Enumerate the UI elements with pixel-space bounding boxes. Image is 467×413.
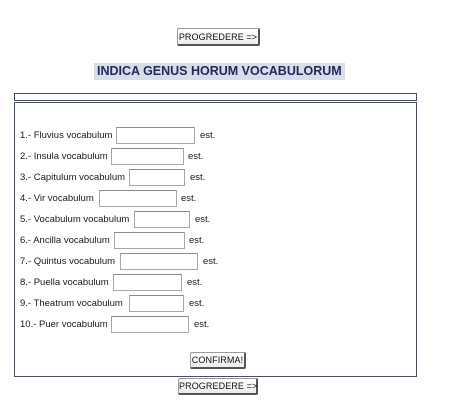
answer-field-1[interactable] (116, 127, 195, 144)
question-label: 9.- Theatrum vocabulum (20, 298, 123, 309)
question-suffix: est. (194, 319, 210, 330)
question-label: 5.- Vocabulum vocabulum (20, 214, 130, 225)
question-label: 6.- Ancilla vocabulum (20, 235, 110, 246)
question-suffix: est. (188, 151, 204, 162)
answer-field-6[interactable] (114, 232, 185, 249)
question-label: 1.- Fluvius vocabulum (20, 130, 113, 141)
answer-field-4[interactable] (99, 190, 177, 207)
answer-field-3[interactable] (129, 169, 185, 186)
question-suffix: est. (200, 130, 216, 141)
feedback-bar (14, 93, 417, 101)
answer-field-9[interactable] (129, 295, 184, 312)
question-suffix: est. (195, 214, 211, 225)
question-suffix: est. (190, 172, 206, 183)
question-label: 3.- Capitulum vocabulum (20, 172, 126, 183)
question-label: 7.- Quintus vocabulum (20, 256, 116, 267)
question-suffix: est. (203, 256, 219, 267)
answer-field-8[interactable] (113, 274, 182, 291)
question-label: 10.- Puer vocabulum (20, 319, 108, 330)
progress-button-bottom[interactable]: PROGREDERE => (178, 378, 258, 395)
question-label: 8.- Puella vocabulum (20, 277, 109, 288)
answer-field-7[interactable] (120, 253, 198, 270)
question-suffix: est. (189, 235, 205, 246)
progress-button-top[interactable]: PROGREDERE => (177, 28, 260, 46)
question-suffix: est. (181, 193, 197, 204)
page-title: INDICA GENUS HORUM VOCABULORUM (94, 63, 345, 80)
confirm-button[interactable]: CONFIRMA! (190, 352, 246, 369)
question-suffix: est. (189, 298, 205, 309)
answer-field-2[interactable] (111, 148, 184, 165)
answer-field-10[interactable] (111, 316, 189, 333)
question-label: 2.- Insula vocabulum (20, 151, 108, 162)
question-suffix: est. (187, 277, 203, 288)
question-label: 4.- Vir vocabulum (20, 193, 94, 204)
answer-field-5[interactable] (134, 211, 190, 228)
